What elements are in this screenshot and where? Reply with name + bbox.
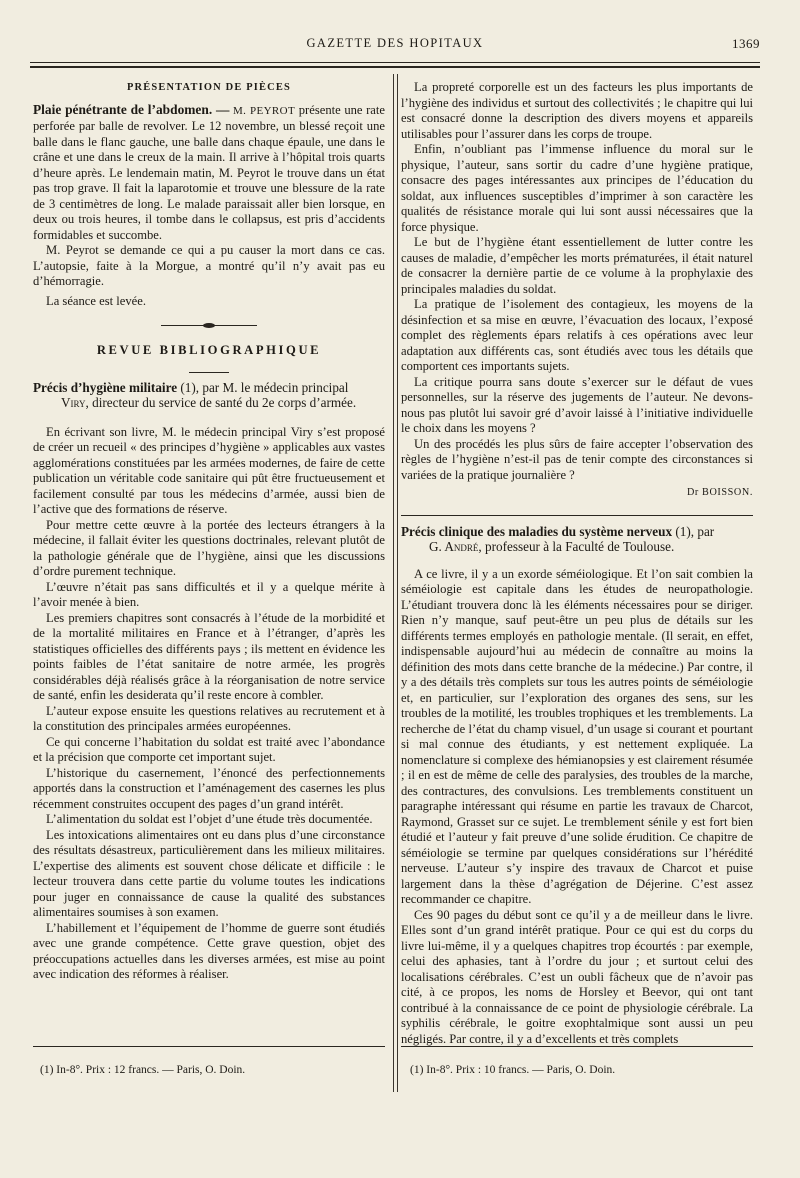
paragraph: En écrivant son livre, M. le médecin principal Viry s’est proposé de créer un recueil « des principes d’hygiène » applicables aux vastes agglomérations constituées par les armées modernes, de faire de cette publication un véritable code sanitaire qui pût être fructueusement et facilement consulté par tous les médecins d’armée, aussi bien de l’active que des formations de réserve.	[33, 424, 385, 516]
review-separator	[401, 515, 753, 516]
review-author-line-1	[33, 395, 385, 411]
paragraph: Les premiers chapitres sont consacrés à l’étude de la morbidité et de la mortalité militaires en France et à l’étranger, d’après les statistiques officielles des différents pays ; ils mettent en évidence les points faibles de l’état sanitaire de notre armée, les progrès considérables déjà réalisés grâce à la réorganisation de notre service de santé, enfin les desiderata qu’il reste encore à combler.	[33, 610, 385, 702]
paragraph: Ces 90 pages du début sont ce qu’il y a de meilleur dans le livre. Elles sont d’un grand intérêt pratique. Pour ce qui est du corps du livre lui-même, il y a quelques chapitres trop écourtés : par exemple, celui des aphasies, tant à l’ordre du jour ; et surtout celui des localisations cérébrales. C’est un oubli fâcheux que de n’avoir pas cité, à ce propos, les noms de Horsley et Beevor, qui ont tant contribué à la connaissance de ce point de physiologie cérébrale. La syphilis cérébrale, le goitre exophtalmique sont aussi un peu négligés. Par contre, il y a d’excellents et très complets	[401, 907, 753, 1046]
review-by: par M. le médecin principal	[202, 379, 349, 395]
paragraph: Les intoxications alimentaires ont eu dans plus d’une circonstance des résultats désastreux, particulièrement dans les milieux militaires. L’expertise des aliments est souvent chose délicate et difficile : le lecteur trouvera dans cette partie du volume toutes les indications pour juger en connaissance de cause la qualité des substances alimentaires soumises à son examen.	[33, 827, 385, 919]
paragraph: L’historique du casernement, l’énoncé des perfectionnements apportés dans la construction et l’aménagement des casernes les plus récemment construites occupent des pages d’un grand intérêt.	[33, 765, 385, 811]
running-head	[30, 36, 760, 56]
author-affiliation: , directeur du service de santé du 2e corps d’armée.	[85, 395, 357, 410]
paragraph: Le but de l’hygiène étant essentiellement de lutter contre les causes de maladie, d’empêcher les morts prématurées, il était naturel de consacrer la dernière partie de ce volume à la prophylaxie des principales maladies du soldat.	[401, 235, 753, 296]
book-title: Précis clinique des maladies du système nerveux	[401, 523, 673, 539]
column-divider-right	[397, 74, 398, 1092]
footnote-ref: (1),	[675, 523, 695, 539]
paragraph: M. Peyrot se demande ce qui a pu causer la mort dans ce cas. L’autopsie, faite à la Morgue, a montré qu’il n’y avait pas eu d’hémorragie.	[33, 243, 385, 288]
footnote-ref: (1),	[180, 379, 200, 395]
ornament-divider	[33, 315, 385, 321]
paragraph: L’œuvre n’était pas sans difficultés et il y a quelque mérite à l’avoir menée à bien.	[33, 579, 385, 609]
journal-title: GAZETTE DES HOPITAUX	[306, 36, 484, 50]
paragraph: La critique pourra sans doute s’exercer sur le défaut de vues personnelles, sur la réserve des jugements de l’auteur. Ne devons-nous pas plutôt lui savoir gré d’avoir laissé à l’initiative individuelle le choix dans les moyens ?	[401, 374, 753, 435]
paragraph: Ce qui concerne l’habitation du soldat est traité avec l’abondance et la précision que comporte cet important sujet.	[33, 734, 385, 764]
case-author: M. PEYROT	[233, 104, 296, 117]
header-rule-bottom	[30, 66, 760, 68]
right-column	[401, 80, 753, 1047]
paragraph: Pour mettre cette œuvre à la portée des lecteurs étrangers à la médecine, il fallait éviter les questions doctrinales, relevant plutôt de la pathologie générale que de l’hygiène, ainsi que les discussions d’ordre purement technique.	[33, 517, 385, 578]
review-title-2	[401, 524, 753, 540]
book-title: Précis d’hygiène militaire	[33, 379, 178, 395]
header-rule-top	[30, 62, 760, 63]
column-divider-left	[393, 74, 394, 1092]
review-by: par	[697, 523, 715, 539]
paragraph: Enfin, n’oubliant pas l’immense influence du moral sur le physique, l’auteur, sans sortir du cadre d’une hygiène pratique, consacre des pages intéressantes aux principes de l’éducation du soldat, aux influences susceptibles d’imprimer à son caractère les qualités de résistance morale qui lui sont aussi nécessaires que la force physique.	[401, 142, 753, 234]
author-name: Viry	[61, 395, 86, 410]
paragraph: Un des procédés les plus sûrs de faire accepter l’observation des règles de l’hygiène n’est-il pas de tenir compte des circonstances si variées de la pratique journalière ?	[401, 436, 753, 482]
footnote-rule-left	[33, 1046, 385, 1047]
paragraph: L’auteur expose ensuite les questions relatives au recrutement et à la constitution des principales armées européennes.	[33, 703, 385, 733]
paragraph: La séance est levée.	[46, 293, 146, 308]
paragraph: A ce livre, il y a un exorde séméiologique. Et l’on sait combien la séméiologie est capitale dans les études de neuropathologie. L’étudiant trouvera donc là les éléments nécessaires pour se diriger. Rien n’y manque, sauf peut-être un peu plus de détails sur les différents termes employés en pathologie mentale. (Il serait, en effet, indispensable aujourd’hui au médecin de connaître au moins la définition des mots dans cette branche de la médecine.) Par contre, il y a des détails très complets sur tous les autres points de séméiologie et, en particulier, sur l’exploration des organes des sens, sur les troubles de la motilité, les troubles trophiques et les tremblements. La recherche de l’état du champ visuel, d’un usage si courant et pourtant si mal connue des étudiants, y est nettement expliquée. La nomenclature si complexe des hémianopsies y est clairement résumée ; il en est de même de celle des paralysies, des troubles de la marche, des contractures, des convulsions. Les tremblements constituent un paragraphe intéressant qui résume en partie les travaux de Charcot, Raymond, Grasset sur ce sujet. Le tremblement sénile y est fort bien étudié et l’auteur y fait preuve d’une solide érudition. Ce chapitre de séméiologie se termine par quelques considérations sur l’hérédité nerveuse. L’auteur s’y inspire des travaux de Charcot et puise largement dans la thèse d’agrégation de Déjerine. C’est assez recommander ce chapitre.	[401, 566, 753, 906]
paragraph: L’alimentation du soldat est l’objet d’une étude très documentée.	[46, 812, 373, 826]
footnote-left: (1) In-8°. Prix : 12 francs. — Paris, O. Doin.	[40, 1064, 246, 1076]
footnote-rule-right	[401, 1046, 753, 1047]
author-affiliation: , professeur à la Faculté de Toulouse.	[478, 539, 675, 554]
review-title-1	[33, 380, 385, 396]
paragraph: La pratique de l’isolement des contagieux, les moyens de la désinfection et sa mise en œuvre, l’évacuation des locaux, l’exposé complet des règlements épars relatifs à ces opérations avec leur adaptation aux différents cas, sont étudiés avec tous les détails que comportent ces importants sujets.	[401, 297, 753, 373]
section-heading-revue: REVUE BIBLIOGRAPHIQUE	[96, 343, 322, 357]
case-title: Plaie pénétrante de l’abdomen. —	[33, 101, 230, 117]
author-name: G. André	[429, 539, 479, 554]
paragraph: La propreté corporelle est un des facteurs les plus importants de l’hygiène des individus et surtout des collectivités ; le chapitre qui lui est consacré donne la description des divers moyens et appareils utilisables pour l’assurer dans les corps de troupe.	[401, 80, 753, 141]
case-report	[33, 102, 385, 244]
paragraph: L’habillement et l’équipement de l’homme de guerre sont étudiés avec une grande compétence. Cette grave question, objet des préoccupations actuelles dans les diverses armées, est mise au point avec indication des réformes à réaliser.	[33, 920, 385, 981]
page-number: 1369	[732, 36, 760, 51]
case-text: présente une rate perforée par balle de revolver. Le 12 novembre, un blessé reçoit une balle dans le flanc gauche, une balle dans chaque épaule, une dans le crâne et une dans le creux de la main. Il arrive à l’hôpital trois quarts d’heure après. Le lendemain matin, M. Peyrot le trouve dans un état pas trop grave. Il fait la laparotomie et trouve une blessure de la rate de 3 centimètres de long. Le malade paraissait aller bien lorsque, en deux ou trois heures, il tombe dans le collapsus, est pris d’accidents formidables et succombe.	[33, 102, 385, 242]
short-rule	[33, 362, 385, 376]
footnote-right: (1) In-8°. Prix : 10 francs. — Paris, O. Doin.	[410, 1064, 616, 1076]
review-author-line-2	[401, 539, 753, 555]
signature: Dr BOISSON.	[686, 487, 753, 498]
section-heading-presentation: PRÉSENTATION DE PIÈCES	[126, 82, 291, 93]
left-column	[33, 80, 385, 983]
